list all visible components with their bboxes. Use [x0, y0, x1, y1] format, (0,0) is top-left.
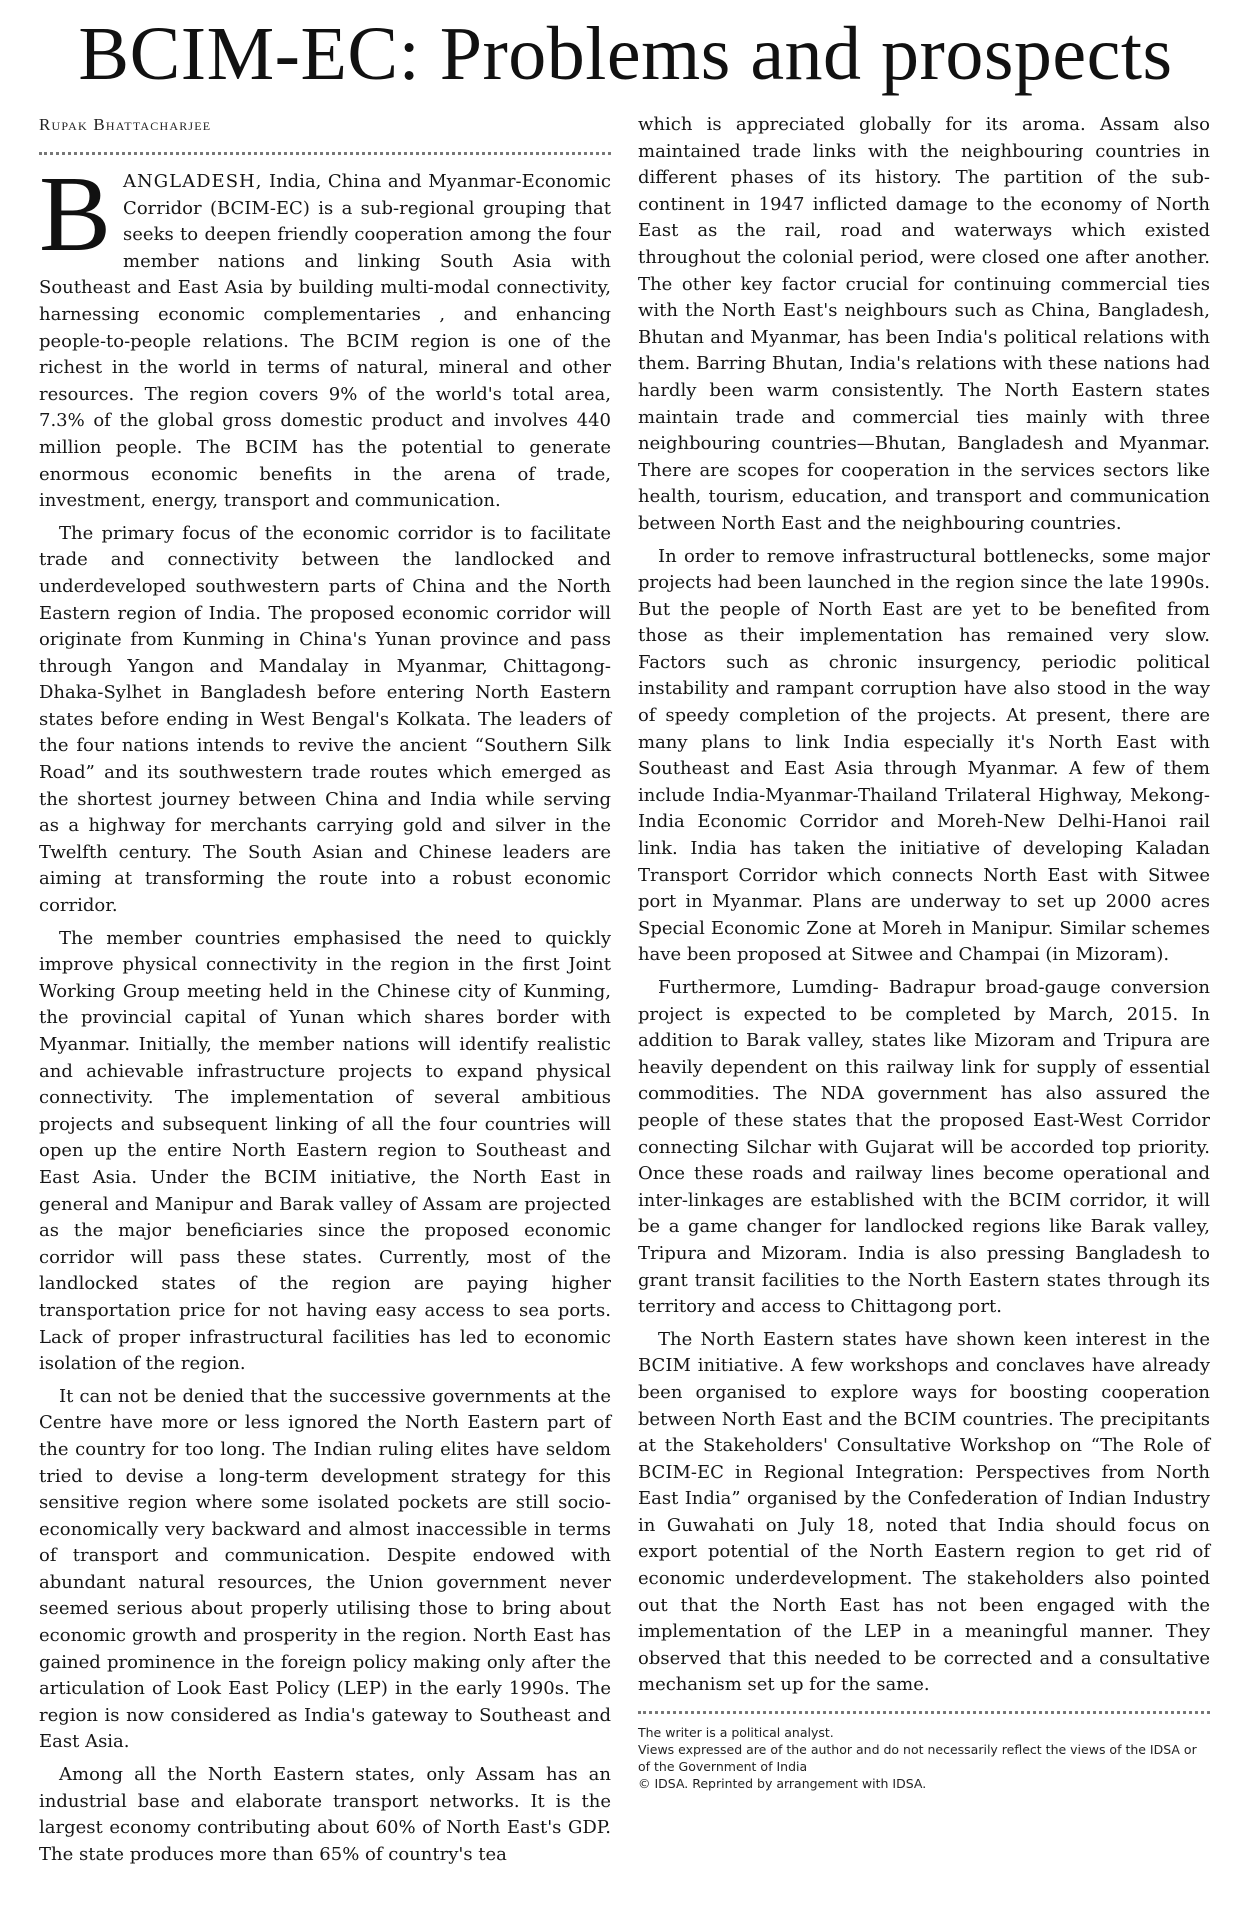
lead-caps: ANGLADESH,: [123, 171, 263, 192]
paragraph-5-continued: which is appreciated globally for its aroma. Assam also maintained trade links with the neighbouring countries in different phases of its history. The partition of the sub-continent in 1947 inflicted damage to the economy of North East as the rail, road and waterways which existed throughout the colonial period, were closed one after another. The other key factor crucial for continuing commercial ties with the North East's neighbours such as China, Bangladesh, Bhutan and Myanmar, has been India's political relations with them. Barring Bhutan, India's relations with these nations had hardly been warm consistently. The North Eastern states maintain trade and commercial ties mainly with three neighbouring countries—Bhutan, Bangladesh and Myanmar. There are scopes for cooperation in the services sectors like health, tourism, education, and transport and communication between North East and the neighbouring countries.: [638, 114, 1210, 534]
paragraph-5: Among all the North Eastern states, only Assam has an industrial base and elaborate transport networks. It is the largest economy contributing about 60% of North East's GDP. The state produces more than 65% of country's tea: [39, 1764, 611, 1865]
lead-paragraph: [39, 155, 611, 515]
left-column: [39, 112, 611, 1874]
right-column: [638, 112, 1210, 1792]
lead-text: India, China and Myanmar-Economic Corridor (BCIM-EC) is a sub-regional grouping that seeks to deepen friendly cooperation among the four member nations and linking South Asia with Southeast and East Asia by building multi-modal connectivity, harnessing economic complementaries , and enhancing people-to-people relations. The BCIM region is one of the richest in the world in terms of natural, mineral and other resources. The region covers 9% of the world's total area, 7.3% of the global gross domestic product and involves 440 million people. The BCIM has the potential to generate enormous economic benefits in the arena of trade, investment, energy, transport and communication.: [39, 171, 611, 512]
paragraph-2: The primary focus of the economic corridor is to facilitate trade and connectivity between the landlocked and underdeveloped southwestern parts of China and the North Eastern region of India. The proposed economic corridor will originate from Kunming in China's Yunan province and pass through Yangon and Mandalay in Myanmar, Chittagong-Dhaka-Sylhet in Bangladesh before entering North Eastern states before ending in West Bengal's Kolkata. The leaders of the four nations intends to revive the ancient “Southern Silk Road” and its southwestern trade routes which emerged as the shortest journey between China and India while serving as a highway for merchants carrying gold and silver in the Twelfth century. The South Asian and Chinese leaders are aiming at transforming the route into a robust economic corridor.: [39, 522, 611, 917]
footnote-divider: [638, 1711, 1210, 1714]
paragraph-7: Furthermore, Lumding- Badrapur broad-gauge conversion project is expected to be completed by March, 2015. In addition to Barak valley, states like Mizoram and Tripura are heavily dependent on this railway link for supply of essential commodities. The NDA government has also assured the people of these states that the proposed East-West Corridor connecting Silchar with Gujarat will be accorded top priority. Once these roads and railway lines become operational and inter-linkages are established with the BCIM corridor, it will be a game changer for landlocked regions like Barak valley, Tripura and Mizoram. India is also pressing Bangladesh to grant transit facilities to the North Eastern states through its territory and access to Chittagong port.: [638, 977, 1210, 1318]
footnote-copyright: © IDSA. Reprinted by arrangement with IDSA.: [638, 1776, 927, 1792]
author-byline: [39, 112, 611, 134]
footnote-author: The writer is a political analyst.: [638, 1725, 834, 1741]
footnote-disclaimer: Views expressed are of the author and do not necessarily reflect the views of the IDSA or of the Government of India: [638, 1742, 1197, 1775]
byline-divider: [39, 152, 611, 155]
paragraph-4: It can not be denied that the successive governments at the Centre have more or less ignored the North Eastern part of the country for too long. The Indian ruling elites have seldom tried to devise a long-term development strategy for this sensitive region where some isolated pockets are still socio-economically very backward and almost inaccessible in terms of transport and communication. Despite endowed with abundant natural resources, the Union government never seemed serious about properly utilising those to bring about economic growth and prosperity in the region. North East has gained prominence in the foreign policy making only after the articulation of Look East Policy (LEP) in the early 1990s. The region is now considered as India's gateway to Southeast and East Asia.: [39, 1385, 611, 1753]
drop-cap: B: [39, 155, 112, 274]
paragraph-6: In order to remove infrastructural bottlenecks, some major projects had been launched in the region since the late 1990s. But the people of North East are yet to be benefited from those as their implementation has remained very slow. Factors such as chronic insurgency, periodic political instability and rampant corruption have also stood in the way of speedy completion of the projects. At present, there are many plans to link India especially it's North East with Southeast and East Asia through Myanmar. A few of them include India-Myanmar-Thailand Trilateral Highway, Mekong-India Economic Corridor and Moreh-New Delhi-Hanoi rail link. India has taken the initiative of developing Kaladan Transport Corridor which connects North East with Sitwee port in Myanmar. Plans are underway to set up 2000 acres Special Economic Zone at Moreh in Manipur. Similar schemes have been proposed at Sitwee and Champai (in Mizoram).: [638, 545, 1210, 966]
paragraph-3: The member countries emphasised the need to quickly improve physical connectivity in the region in the first Joint Working Group meeting held in the Chinese city of Kunming, the provincial capital of Yunan which shares border with Myanmar. Initially, the member nations will identify realistic and achievable infrastructure projects to expand physical connectivity. The implementation of several ambitious projects and subsequent linking of all the four countries will open up the entire North Eastern region to Southeast and East Asia. Under the BCIM initiative, the North East in general and Manipur and Barak valley of Assam are projected as the major beneficiaries since the proposed economic corridor will pass these states. Currently, most of the landlocked states of the region are paying higher transportation price for not having easy access to sea ports. Lack of proper infrastructural facilities has led to economic isolation of the region.: [39, 927, 611, 1375]
article-title: BCIM-EC: Problems and prospects: [78, 12, 1173, 96]
paragraph-8: The North Eastern states have shown keen interest in the BCIM initiative. A few workshops and conclaves have already been organised to explore ways for boosting cooperation between North East and the BCIM countries. The precipitants at the Stakeholders' Consultative Workshop on “The Role of BCIM-EC in Regional Integration: Perspectives from North East India” organised by the Confederation of Indian Industry in Guwahati on July 18, noted that India should focus on export potential of the North Eastern region to get rid of economic underdevelopment. The stakeholders also pointed out that the North East has not been engaged with the implementation of the LEP in a meaningful manner. They observed that this needed to be corrected and a consultative mechanism set up for the same.: [638, 1328, 1210, 1696]
author-name: Rupak Bhattacharjee: [39, 115, 212, 134]
